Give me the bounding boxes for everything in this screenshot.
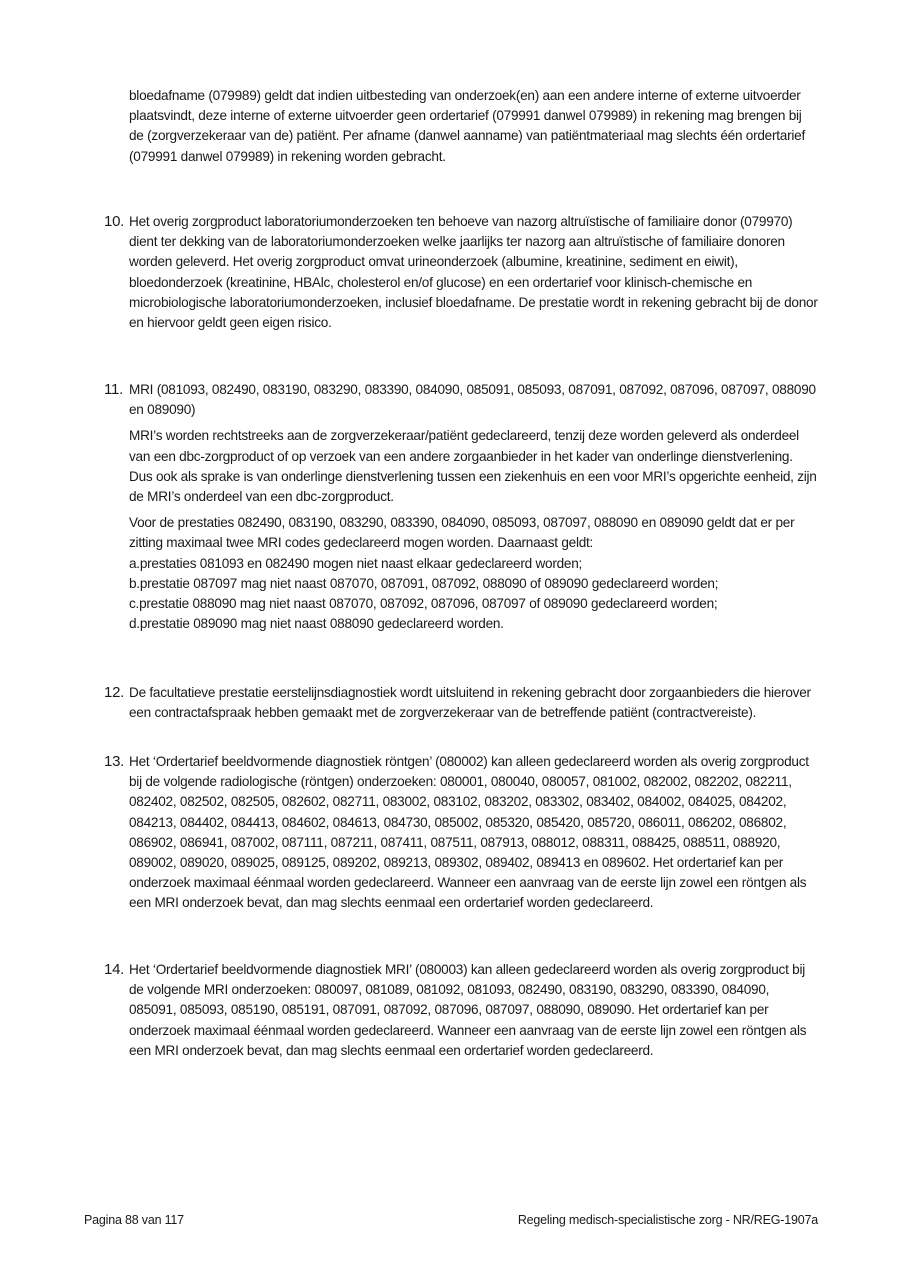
item-heading: MRI (081093, 082490, 083190, 083290, 083390, 084090, 085091, 085093, 087091, 087092, 087096, 087097, 088090 en 089090) [129,382,816,418]
rules-intro: Voor de prestaties 082490, 083190, 083290, 083390, 084090, 085093, 087097, 088090 en 089090 geldt dat er per zitting maximaal twee MRI codes gedeclareerd mogen worden. Daarnaast geldt: [129,515,795,551]
document-title: Regeling medisch-specialistische zorg - NR/REG-1907a [517,1213,818,1227]
item-number: 12. [104,684,125,701]
rule-a: a.prestaties 081093 en 082490 mogen niet naast elkaar gedeclareerd worden; [129,555,583,571]
rule-d: d.prestatie 089090 mag niet naast 088090 gedeclareerd worden. [129,616,504,632]
item-number: 14. [104,961,125,978]
list-item-13 [104,752,819,914]
rules-list [129,554,819,635]
item-number: 10. [104,213,125,230]
continuation-paragraph: bloedafname (079989) geldt dat indien uitbesteding van onderzoek(en) aan een andere interne of externe uitvoerder plaatsvindt, deze interne of externe uitvoerder geen ordertarief (079991 danwel 079989) in rekening mag brengen bij de (zorgverzekeraar van de) patiënt. Per afname (danwel aanname) van patiëntmateriaal mag slechts één ordertarief (079991 danwel 079989) in rekening worden gebracht. [129,88,805,164]
rule-c: c.prestatie 088090 mag niet naast 087070, 087092, 087096, 087097 of 089090 gedeclareerd worden; [129,596,718,612]
item-paragraph: Het overig zorgproduct laboratoriumonderzoeken ten behoeve van nazorg altruïstische of familiaire donor (079970) dient ter dekking van de laboratoriumonderzoeken welke jaarlijks ter nazorg aan altruïstische of familiaire donoren worden geleverd. Het overig zorgproduct omvat urineonderzoek (albumine, kreatinine, sediment en eiwit), bloedonderzoek (kreatinine, HBAlc, cholesterol en/of glucose) en een ordertarief voor klinisch-chemische en microbiologische laboratoriumonderzoeken, inclusief bloedafname. De prestatie wordt in rekening gebracht bij de donor en hiervoor geldt geen eigen risico. [129,214,818,331]
item-paragraph: MRI’s worden rechtstreeks aan de zorgverzekeraar/patiënt gedeclareerd, tenzij deze worden geleverd als onderdeel van een dbc-zorgproduct of op verzoek van een andere zorgaanbieder in het kader van onderlinge dienstverlening. Dus ook als sprake is van onderlinge dienstverlening tussen een ziekenhuis en een voor MRI’s opgerichte eenheid, zijn de MRI’s onderdeel van een dbc-zorgproduct. [129,428,817,505]
list-item-10 [104,212,819,333]
item-number: 13. [104,753,125,770]
page-number: Pagina 88 van 117 [84,1213,184,1227]
list-item-14 [104,960,819,1061]
item-number: 11. [104,381,123,398]
list-item-11 [104,380,819,634]
item-paragraph: De facultatieve prestatie eerstelijnsdiagnostiek wordt uitsluitend in rekening gebracht door zorgaanbieders die hierover een contractafspraak hebben gemaakt met de zorgverzekeraar van de betreffende patiënt (contractvereiste). [129,685,811,721]
item-paragraph: Het ‘Ordertarief beeldvormende diagnostiek MRI’ (080003) kan alleen gedeclareerd worden als overig zorgproduct bij de volgende MRI onderzoeken: 080097, 081089, 081092, 081093, 082490, 083190, 083290, 083390, 084090, 085091, 085093, 085190, 085191, 087091, 087092, 087096, 087097, 088090, 089090. Het ordertarief kan per onderzoek maximaal éénmaal worden gedeclareerd. Wanneer een aanvraag van de eerste lijn zowel een röntgen als een MRI onderzoek bevat, dan mag slechts eenmaal een ordertarief worden gedeclareerd. [129,962,807,1058]
list-item-12 [104,683,819,723]
rule-b: b.prestatie 087097 mag niet naast 087070, 087091, 087092, 088090 of 089090 gedeclareerd worden; [129,575,719,591]
item-paragraph: Het ‘Ordertarief beeldvormende diagnostiek röntgen’ (080002) kan alleen gedeclareerd worden als overig zorgproduct bij de volgende radiologische (röntgen) onderzoeken: 080001, 080040, 080057, 081002, 082002, 082202, 082211, 082402, 082502, 082505, 082602, 082711, 083002, 083102, 083202, 083302, 083402, 084002, 084025, 084202, 084213, 084402, 084413, 084602, 084613, 084730, 085002, 085320, 085420, 085720, 086011, 086202, 086802, 086902, 086941, 087002, 087111, 087211, 087411, 087511, 087913, 088012, 088311, 088425, 088511, 088920, 089002, 089020, 089025, 089125, 089202, 089213, 089302, 089402, 089413 en 089602. Het ordertarief kan per onderzoek maximaal éénmaal worden gedeclareerd. Wanneer een aanvraag van de eerste lijn zowel een röntgen als een MRI onderzoek bevat, dan mag slechts eenmaal een ordertarief worden gedeclareerd. [129,754,809,911]
